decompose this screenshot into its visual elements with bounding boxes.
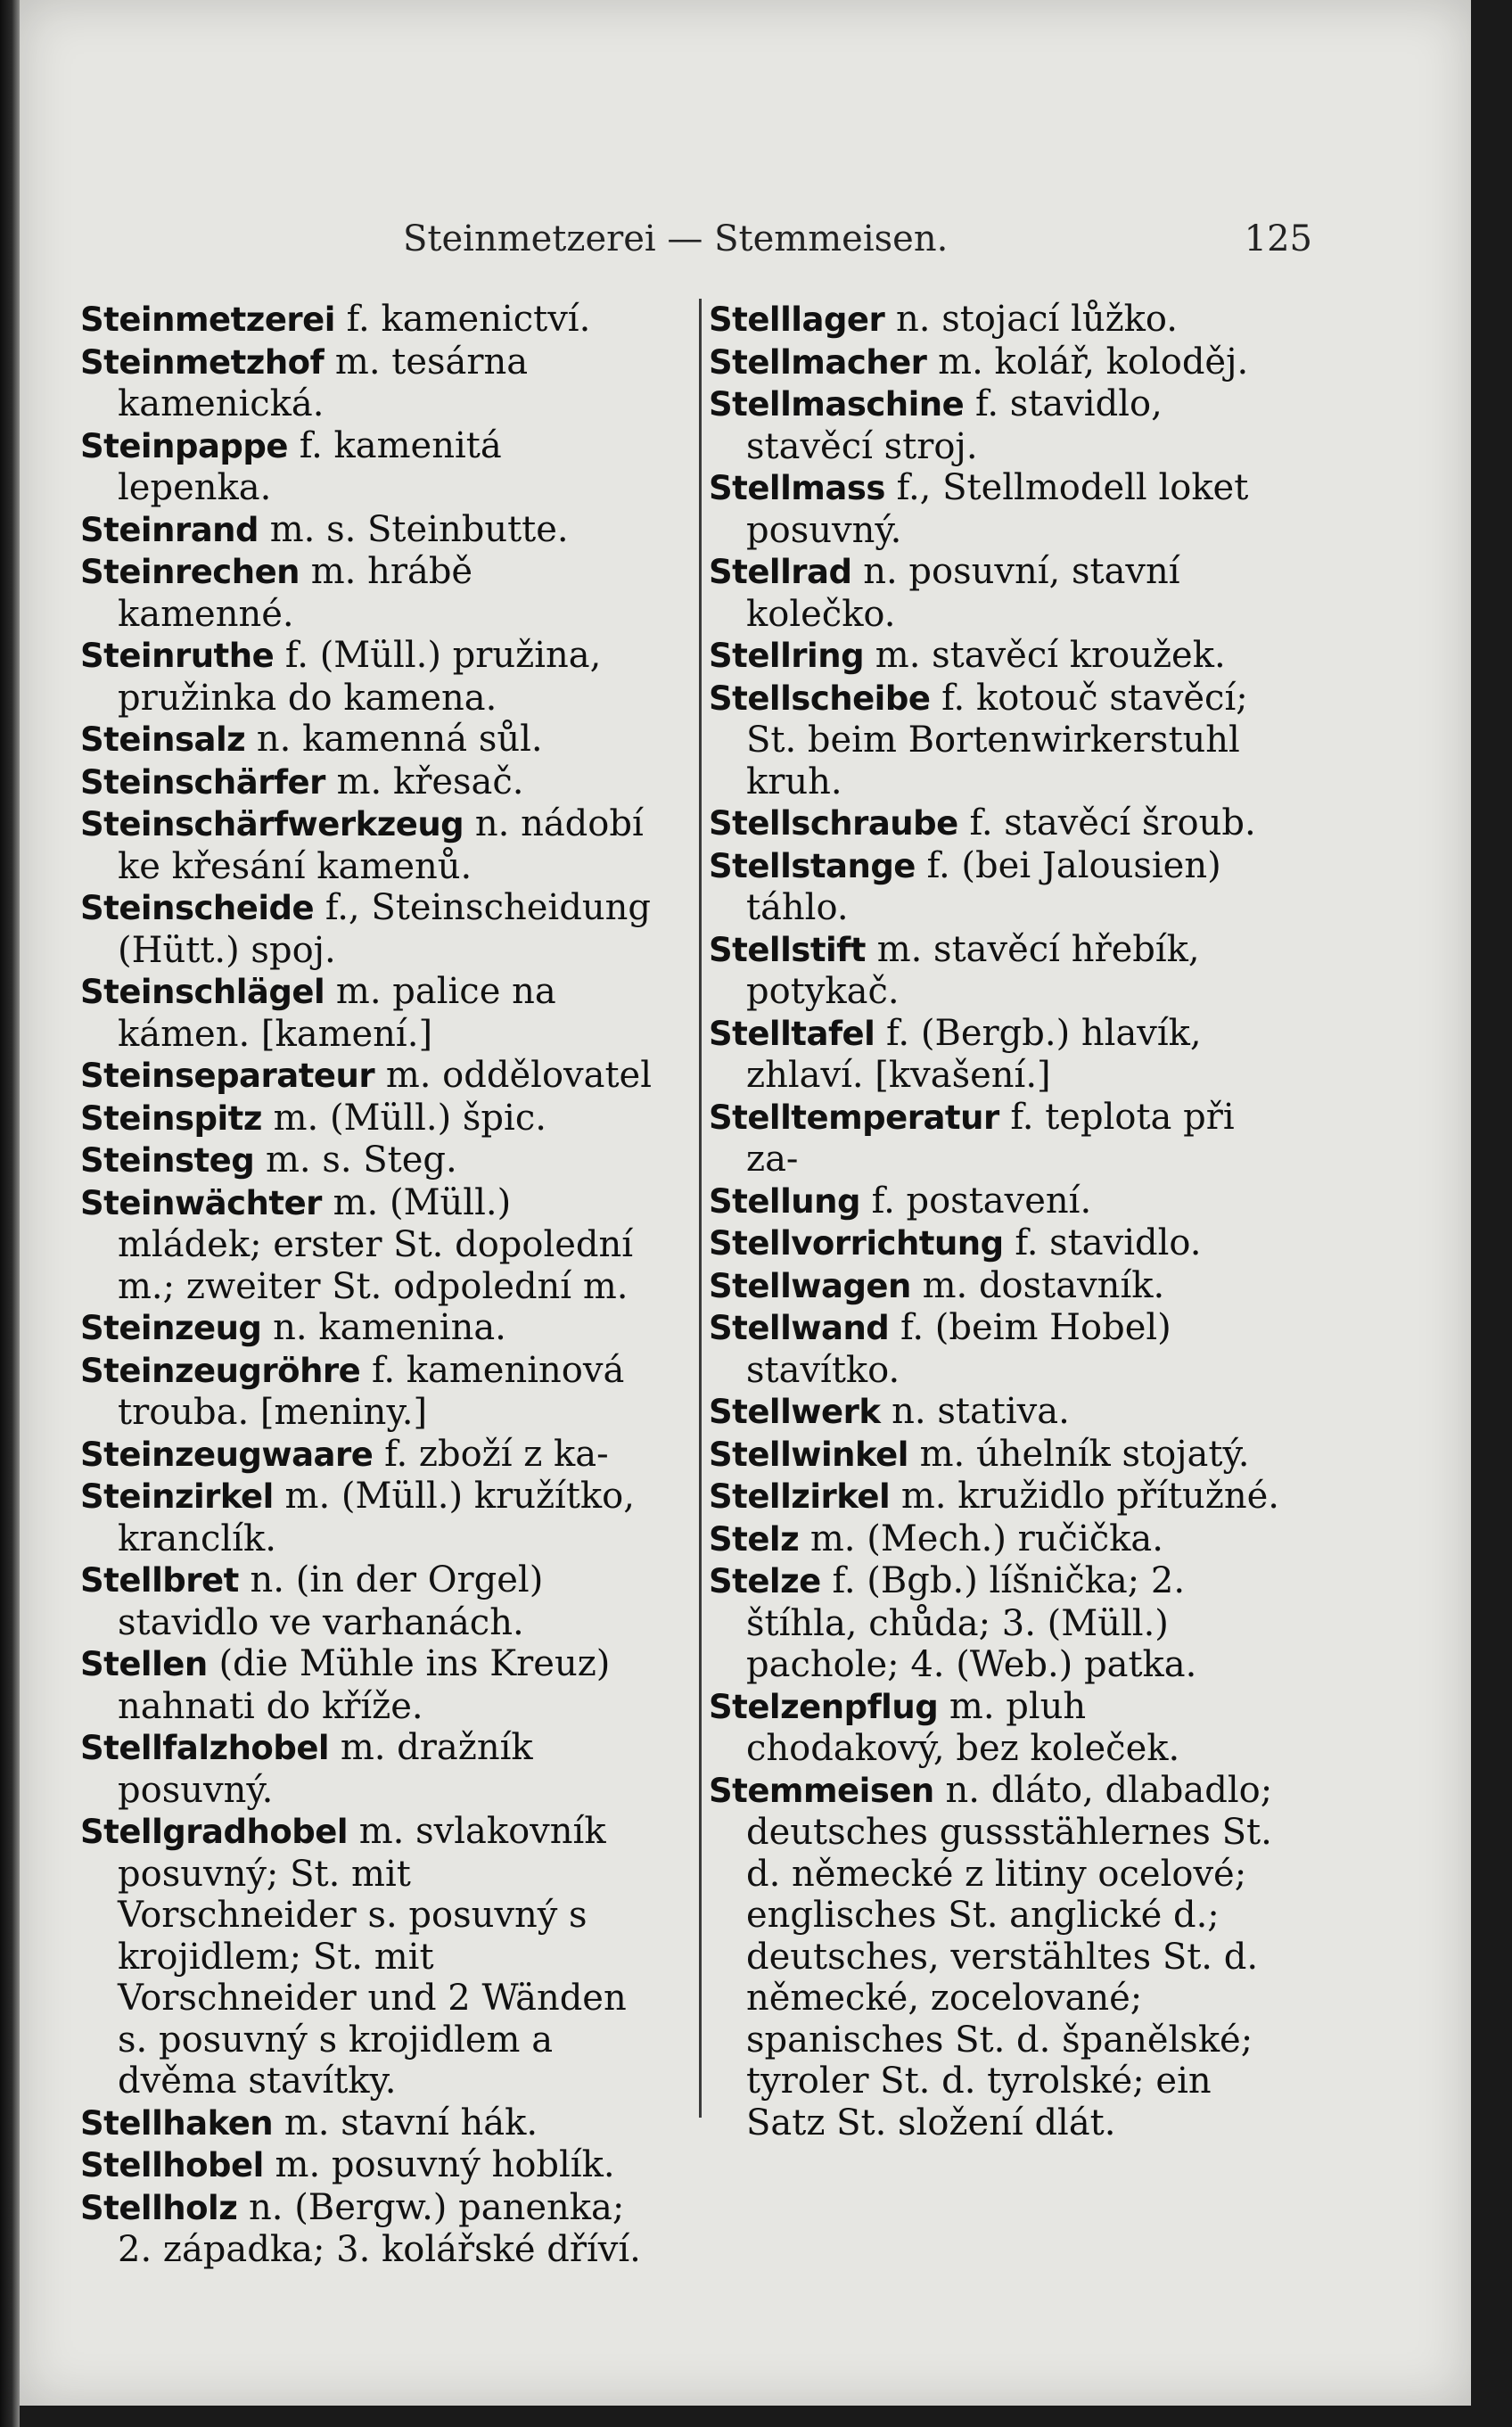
entry-headword: Steinmetzhof	[80, 342, 325, 382]
dictionary-entry	[80, 425, 660, 509]
entry-headword: Steinzeug	[80, 1309, 262, 1347]
entry-headword: Stellen	[80, 1645, 208, 1683]
entry-headword: Stellhaken	[80, 2103, 274, 2143]
dictionary-entry	[709, 929, 1288, 1013]
entry-headword: Steinzeugröhre	[80, 1351, 361, 1390]
entry-headword: Stellzirkel	[709, 1477, 891, 1516]
dictionary-entry	[709, 1686, 1288, 1770]
dictionary-entry	[709, 383, 1288, 467]
entry-definition: n. kamenná sůl.	[245, 719, 543, 760]
entry-headword: Stellgradhobel	[80, 1813, 349, 1851]
entry-definition: m. stavěcí hřebík, potykač.	[746, 928, 1212, 1012]
dictionary-entry	[80, 1350, 660, 1434]
entry-definition: m. úhelník stojatý.	[908, 1433, 1250, 1475]
dictionary-entry	[80, 2144, 660, 2187]
entry-definition: m. posuvný hoblík.	[263, 2144, 615, 2185]
entry-definition: (die Mühle ins Kreuz) nahnati do kříže.	[118, 1643, 622, 1727]
entry-headword: Stellstift	[709, 930, 866, 969]
entry-definition: m. dražník posuvný.	[118, 1727, 545, 1811]
entry-headword: Steinzirkel	[80, 1477, 274, 1516]
dictionary-entry	[709, 1770, 1288, 2144]
dictionary-entry	[709, 802, 1288, 845]
entry-headword: Stellbret	[80, 1561, 239, 1600]
entry-headword: Steinspitz	[80, 1098, 262, 1138]
entry-definition: f. (bei Jalousien) táhlo.	[746, 844, 1233, 928]
entry-headword: Stellwinkel	[709, 1435, 908, 1474]
dictionary-entry	[80, 1559, 660, 1643]
entry-definition: f. kamenitá lepenka.	[118, 424, 514, 508]
running-title: Steinmetzerei — Stemmeisen.	[403, 218, 949, 259]
entry-headword: Steinzeugwaare	[80, 1435, 374, 1474]
entry-headword: Stellhobel	[80, 2146, 264, 2184]
dictionary-entry	[80, 803, 660, 887]
entry-definition: f. (beim Hobel) stavítko.	[746, 1307, 1183, 1391]
dictionary-entry	[80, 1476, 660, 1559]
dictionary-entry	[709, 1560, 1288, 1686]
entry-definition: f. teplota při za-	[746, 1096, 1246, 1180]
dictionary-entry	[709, 845, 1288, 929]
page-number: 125	[1244, 218, 1312, 259]
entry-definition: m. (Müll.) mládek; erster St. dopolední m.; zweiter St. odpolední m.	[118, 1181, 645, 1307]
entry-headword: Stellvorrichtung	[709, 1224, 1004, 1263]
entry-headword: Stellwagen	[709, 1266, 911, 1305]
entry-definition: m. dostavník.	[910, 1264, 1165, 1306]
entry-headword: Steinruthe	[80, 637, 275, 675]
entry-headword: Steinrechen	[80, 553, 300, 591]
entry-definition: m. tesárna kamenická.	[118, 341, 539, 424]
right-column	[709, 299, 1288, 2143]
dictionary-entry	[80, 1182, 660, 1308]
entry-headword: Stemmeisen	[709, 1771, 934, 1810]
entry-headword: Stelltemperatur	[709, 1098, 999, 1137]
dictionary-entry	[80, 719, 660, 761]
entry-definition: n. stojací lůžko.	[884, 299, 1178, 340]
entry-definition: n. kamenina.	[261, 1307, 506, 1348]
entry-headword: Steinscheide	[80, 889, 315, 927]
entry-definition: f. kotouč stavěcí; St. beim Bortenwirkerstuhl kruh.	[746, 677, 1260, 802]
dictionary-entry	[709, 1265, 1288, 1308]
entry-definition: f. postavení.	[859, 1180, 1092, 1222]
entry-headword: Stelllager	[709, 300, 885, 339]
dictionary-entry	[80, 2187, 660, 2271]
dictionary-entry	[80, 1727, 660, 1811]
entry-headword: Stelzenpflug	[709, 1687, 939, 1726]
entry-definition: m. s. Steinbutte.	[259, 508, 569, 550]
entry-definition: m. oddělovatel	[374, 1055, 653, 1096]
entry-definition: m. hrábě kamenné.	[118, 551, 484, 635]
entry-headword: Stellscheibe	[709, 679, 931, 718]
entry-headword: Stelze	[709, 1562, 821, 1600]
entry-headword: Stellwand	[709, 1309, 890, 1347]
dictionary-entry	[80, 635, 660, 719]
entry-definition: n. posuvní, stavní kolečko.	[746, 551, 1192, 635]
entry-headword: Stelz	[709, 1519, 800, 1559]
dictionary-entry	[709, 1013, 1288, 1097]
dictionary-entry	[709, 635, 1288, 678]
dictionary-entry	[80, 1307, 660, 1350]
dictionary-entry	[80, 1098, 660, 1140]
entry-definition: m. svlakovník posuvný; St. mit Vorschneider s. posuvný s krojidlem; St. mit Vorschneider und 2 Wänden s. posuvný s krojidlem a dvěma stavítky.	[118, 1811, 638, 2102]
entry-definition: m. (Müll.) špic.	[261, 1097, 546, 1139]
entry-definition: m. kružidlo přítužné.	[890, 1476, 1279, 1517]
entry-headword: Steinpappe	[80, 426, 288, 465]
dictionary-entry	[80, 299, 660, 341]
entry-headword: Stellfalzhobel	[80, 1729, 330, 1767]
entry-headword: Steinrand	[80, 510, 259, 549]
dictionary-entry	[709, 299, 1288, 341]
dictionary-entry	[709, 1391, 1288, 1434]
entry-headword: Stellschraube	[709, 804, 958, 843]
page-edge	[0, 0, 20, 2427]
entry-headword: Steinsalz	[80, 720, 246, 759]
entry-definition: f. stavidlo, stavěcí stroj.	[746, 383, 1174, 467]
dictionary-entry	[80, 341, 660, 425]
dictionary-entry	[80, 1643, 660, 1727]
entry-definition: n. stativa.	[880, 1391, 1070, 1432]
entry-definition: f. (Bgb.) líšnička; 2. štíhla, chůda; 3. (Müll.) pachole; 4. (Web.) patka.	[746, 1560, 1197, 1685]
entry-definition: f., Stellmodell loket posuvný.	[746, 467, 1261, 551]
dictionary-entry	[709, 1181, 1288, 1223]
entry-headword: Stellung	[709, 1181, 860, 1221]
dictionary-entry	[80, 509, 660, 552]
entry-definition: m. s. Steg.	[254, 1139, 457, 1181]
entry-headword: Stellmacher	[709, 342, 927, 382]
entry-headword: Steinwächter	[80, 1183, 322, 1222]
dictionary-entry	[709, 1476, 1288, 1518]
dictionary-entry	[709, 1518, 1288, 1561]
entry-definition: m. (Müll.) kružítko, kranclík.	[118, 1476, 646, 1559]
page-header	[403, 218, 1312, 272]
entry-definition: f. (Bergb.) hlavík, zhlaví. [kvašení.]	[746, 1012, 1213, 1096]
entry-definition: f. stavidlo.	[1003, 1222, 1202, 1263]
entry-headword: Steinschärfwerkzeug	[80, 805, 464, 843]
entry-definition: m. (Mech.) ručička.	[799, 1518, 1163, 1559]
entry-headword: Stellwerk	[709, 1393, 881, 1431]
entry-definition: m. palice na kámen. [kamení.]	[118, 971, 568, 1055]
dictionary-entry	[80, 1811, 660, 2102]
entry-definition: n. nádobí ke křesání kamenů.	[118, 803, 655, 887]
dictionary-entry	[80, 761, 660, 804]
entry-headword: Stellmass	[709, 469, 885, 507]
dictionary-entry	[709, 1434, 1288, 1477]
dictionary-entry	[709, 341, 1288, 384]
entry-headword: Steinschlägel	[80, 973, 325, 1011]
dictionary-entry	[709, 551, 1288, 635]
entry-definition: f., Steinscheidung (Hütt.) spoj.	[118, 887, 662, 971]
entry-headword: Stelltafel	[709, 1014, 875, 1053]
entry-definition: f. kamenictví.	[334, 299, 591, 340]
column-divider	[699, 299, 702, 2118]
dictionary-entry	[709, 678, 1288, 803]
dictionary-entry	[709, 1307, 1288, 1391]
dictionary-entry	[80, 1055, 660, 1098]
dictionary-entry	[709, 1222, 1288, 1265]
dictionary-entry	[709, 467, 1288, 551]
entry-definition: m. křesač.	[325, 761, 524, 802]
dictionary-entry	[80, 551, 660, 635]
entry-headword: Stellstange	[709, 846, 916, 885]
entry-definition: f. zboží z ka-	[373, 1433, 609, 1475]
entry-definition: f. kameninová trouba. [meniny.]	[118, 1349, 637, 1433]
entry-definition: n. (in der Orgel) stavidlo ve varhanách.	[118, 1559, 555, 1643]
entry-headword: Stellholz	[80, 2188, 238, 2227]
entry-definition: f. (Müll.) pružina, pružinka do kamena.	[118, 635, 613, 719]
dictionary-entry	[80, 1434, 660, 1477]
entry-headword: Stellring	[709, 637, 865, 675]
dictionary-entry	[80, 887, 660, 971]
entry-definition: m. stavěcí kroužek.	[864, 635, 1226, 676]
entry-headword: Steinmetzerei	[80, 300, 335, 339]
entry-definition: n. (Bergw.) panenka; 2. západka; 3. kolářské dříví.	[118, 2186, 641, 2270]
entry-headword: Stellrad	[709, 553, 852, 591]
dictionary-entry	[80, 971, 660, 1055]
entry-definition: m. stavní hák.	[273, 2102, 538, 2143]
entry-headword: Stellmaschine	[709, 385, 965, 424]
entry-headword: Steinseparateur	[80, 1057, 375, 1095]
entry-definition: f. stavěcí šroub.	[957, 802, 1256, 843]
entry-definition: n. dláto, dlabadlo; deutsches gussstählernes St. d. německé z litiny ocelové; englisches St. anglické d.; deutsches, verstähltes St. d. německé, zocelované; spanisches St. d. španělské; tyroler St. d. tyrolské; ein Satz St. složení dlát.	[746, 1769, 1284, 2143]
entry-definition: m. pluh chodakový, bez koleček.	[746, 1685, 1180, 1769]
dictionary-entry	[80, 1139, 660, 1182]
entry-headword: Steinschärfer	[80, 762, 325, 802]
dictionary-entry	[80, 2102, 660, 2145]
left-column	[80, 299, 660, 2271]
dictionary-entry	[709, 1097, 1288, 1181]
entry-headword: Steinsteg	[80, 1141, 255, 1180]
entry-definition: m. kolář, koloděj.	[926, 341, 1249, 383]
